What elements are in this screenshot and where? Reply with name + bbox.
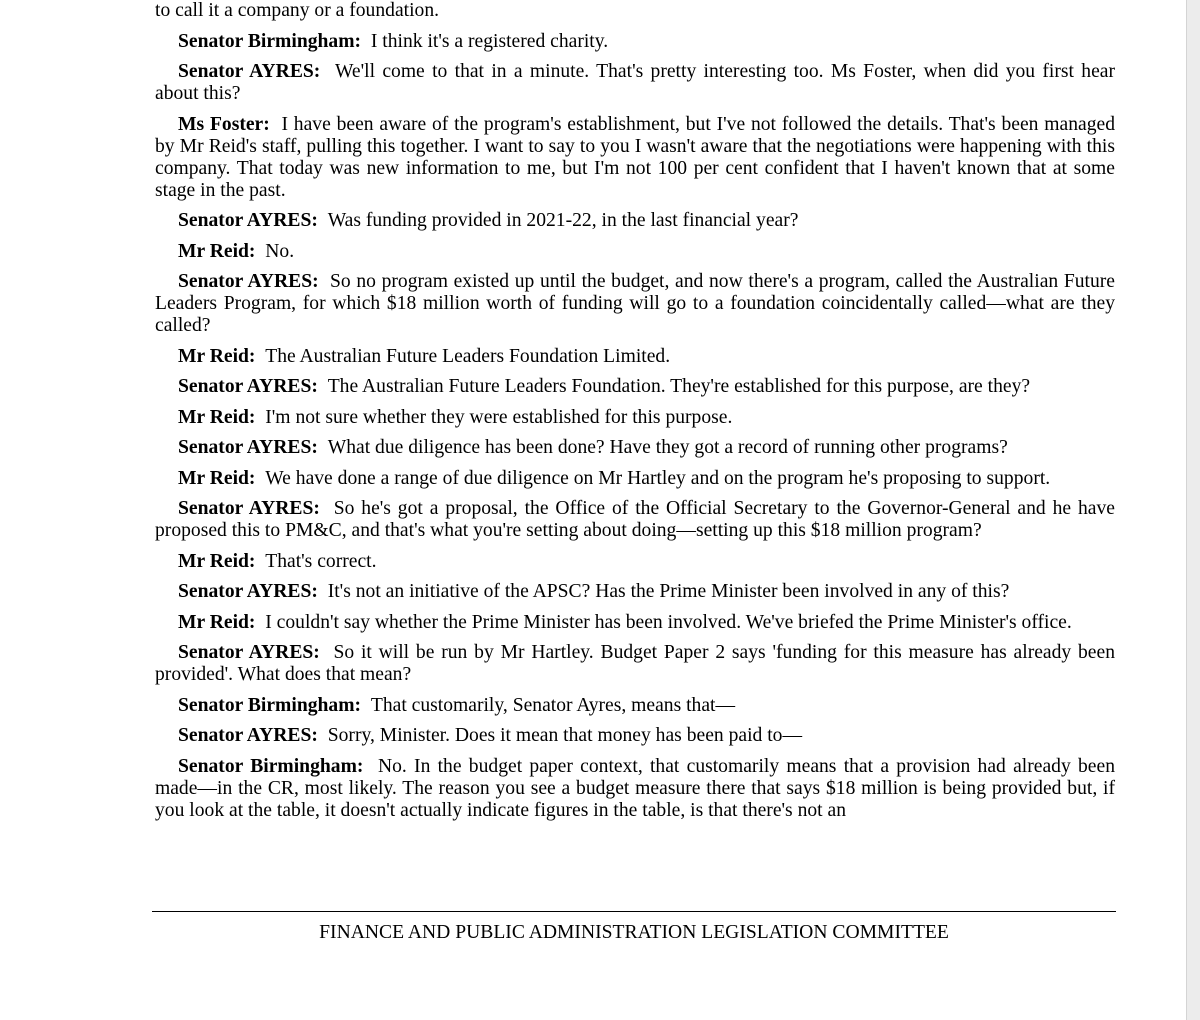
speaker-name: Senator AYRES: (178, 498, 320, 519)
continuation-text: to call it a company or a foundation. (155, 0, 440, 21)
transcript-turns (155, 31, 1115, 822)
transcript-turn (155, 271, 1115, 337)
speaker-name: Senator Birmingham: (178, 755, 364, 777)
transcript-turn (155, 695, 1115, 717)
transcript-turn (155, 376, 1115, 398)
transcript-turn (155, 241, 1115, 263)
speech-text: No. In the budget paper context, that customarily means that a provision had already been made—in the CR, most likely. The reason you see a budget measure there that says $18 million is being provided but, if you look at the table, it doesn't actually indicate figures in the table, is that there's not an (155, 755, 1115, 821)
transcript-turn (155, 551, 1115, 573)
transcript-turn (155, 114, 1115, 202)
speaker-name: Senator AYRES: (178, 61, 321, 82)
transcript-turn (155, 407, 1115, 429)
speaker-name: Senator Birmingham: (178, 30, 362, 52)
speech-text: That's correct. (265, 550, 377, 572)
speech-text: I have been aware of the program's establishment, but I've not followed the details. That's been managed by Mr Reid's staff, pulling this together. I want to say to you I wasn't aware that the negotiations were happening with this company. That today was new information to me, but I'm not 100 per cent confident that I haven't known that at some stage in the past. (155, 113, 1116, 201)
transcript-turn (155, 581, 1115, 603)
speaker-name: Senator AYRES: (178, 376, 318, 397)
speaker-name: Senator AYRES: (178, 581, 318, 602)
transcript-turn (155, 756, 1115, 822)
speech-text: We have done a range of due diligence on Mr Hartley and on the program he's proposing to support. (265, 467, 1051, 489)
transcript-turn (155, 31, 1115, 53)
transcript-turn (155, 437, 1115, 459)
speaker-name: Senator AYRES: (178, 642, 320, 663)
speech-text: That customarily, Senator Ayres, means that— (370, 694, 736, 716)
transcript-turn (155, 498, 1115, 542)
speech-text: Sorry, Minister. Does it mean that money has been paid to— (327, 725, 803, 746)
transcript-turn (155, 468, 1115, 490)
transcript-turn (155, 61, 1115, 105)
speaker-name: Senator Birmingham: (178, 694, 362, 716)
speech-text: Was funding provided in 2021-22, in the last financial year? (327, 210, 799, 231)
speaker-name: Senator AYRES: (178, 271, 319, 292)
speaker-name: Senator AYRES: (178, 210, 318, 231)
speech-text: What due diligence has been done? Have they got a record of running other programs? (327, 437, 1008, 458)
speaker-name: Mr Reid: (178, 467, 256, 489)
speech-text: The Australian Future Leaders Foundation Limited. (265, 345, 671, 367)
speaker-name: Mr Reid: (178, 240, 256, 262)
scrollbar[interactable] (1186, 0, 1200, 1020)
speaker-name: Ms Foster: (178, 113, 270, 135)
speaker-name: Mr Reid: (178, 550, 256, 572)
speaker-name: Senator AYRES: (178, 725, 318, 746)
speech-text: I think it's a registered charity. (370, 30, 609, 52)
transcript-turn (155, 210, 1115, 232)
footer-rule (152, 911, 1116, 912)
speech-text: So no program existed up until the budget, and now there's a program, called the Australian Future Leaders Program, for which $18 million worth of funding will go to a foundation coincidentally called—what are they called? (155, 271, 1115, 336)
speech-text: So he's got a proposal, the Office of the Official Secretary to the Governor-General and he have proposed this to PM&C, and that's what you're setting about doing—setting up this $18 million program? (155, 498, 1115, 541)
speech-text: So it will be run by Mr Hartley. Budget Paper 2 says 'funding for this measure has already been provided'. What does that mean? (155, 642, 1115, 685)
committee-footer: FINANCE AND PUBLIC ADMINISTRATION LEGISLATION COMMITTEE (319, 922, 949, 943)
transcript-turn (155, 642, 1115, 686)
speech-text: It's not an initiative of the APSC? Has the Prime Minister been involved in any of this? (327, 581, 1010, 602)
speech-text: No. (265, 240, 295, 262)
transcript-turn (155, 725, 1115, 747)
speaker-name: Mr Reid: (178, 611, 256, 633)
speech-text: I'm not sure whether they were established for this purpose. (265, 406, 733, 428)
speech-text: We'll come to that in a minute. That's pretty interesting too. Ms Foster, when did you first hear about this? (155, 61, 1115, 104)
hansard-transcript (155, 0, 1115, 830)
speaker-name: Mr Reid: (178, 406, 256, 428)
speaker-name: Senator AYRES: (178, 437, 318, 458)
transcript-turn (155, 612, 1115, 634)
speech-text: The Australian Future Leaders Foundation. They're established for this purpose, are they? (327, 376, 1031, 397)
speaker-name: Mr Reid: (178, 345, 256, 367)
speech-text: I couldn't say whether the Prime Minister has been involved. We've briefed the Prime Minister's office. (265, 611, 1072, 633)
transcript-turn (155, 346, 1115, 368)
